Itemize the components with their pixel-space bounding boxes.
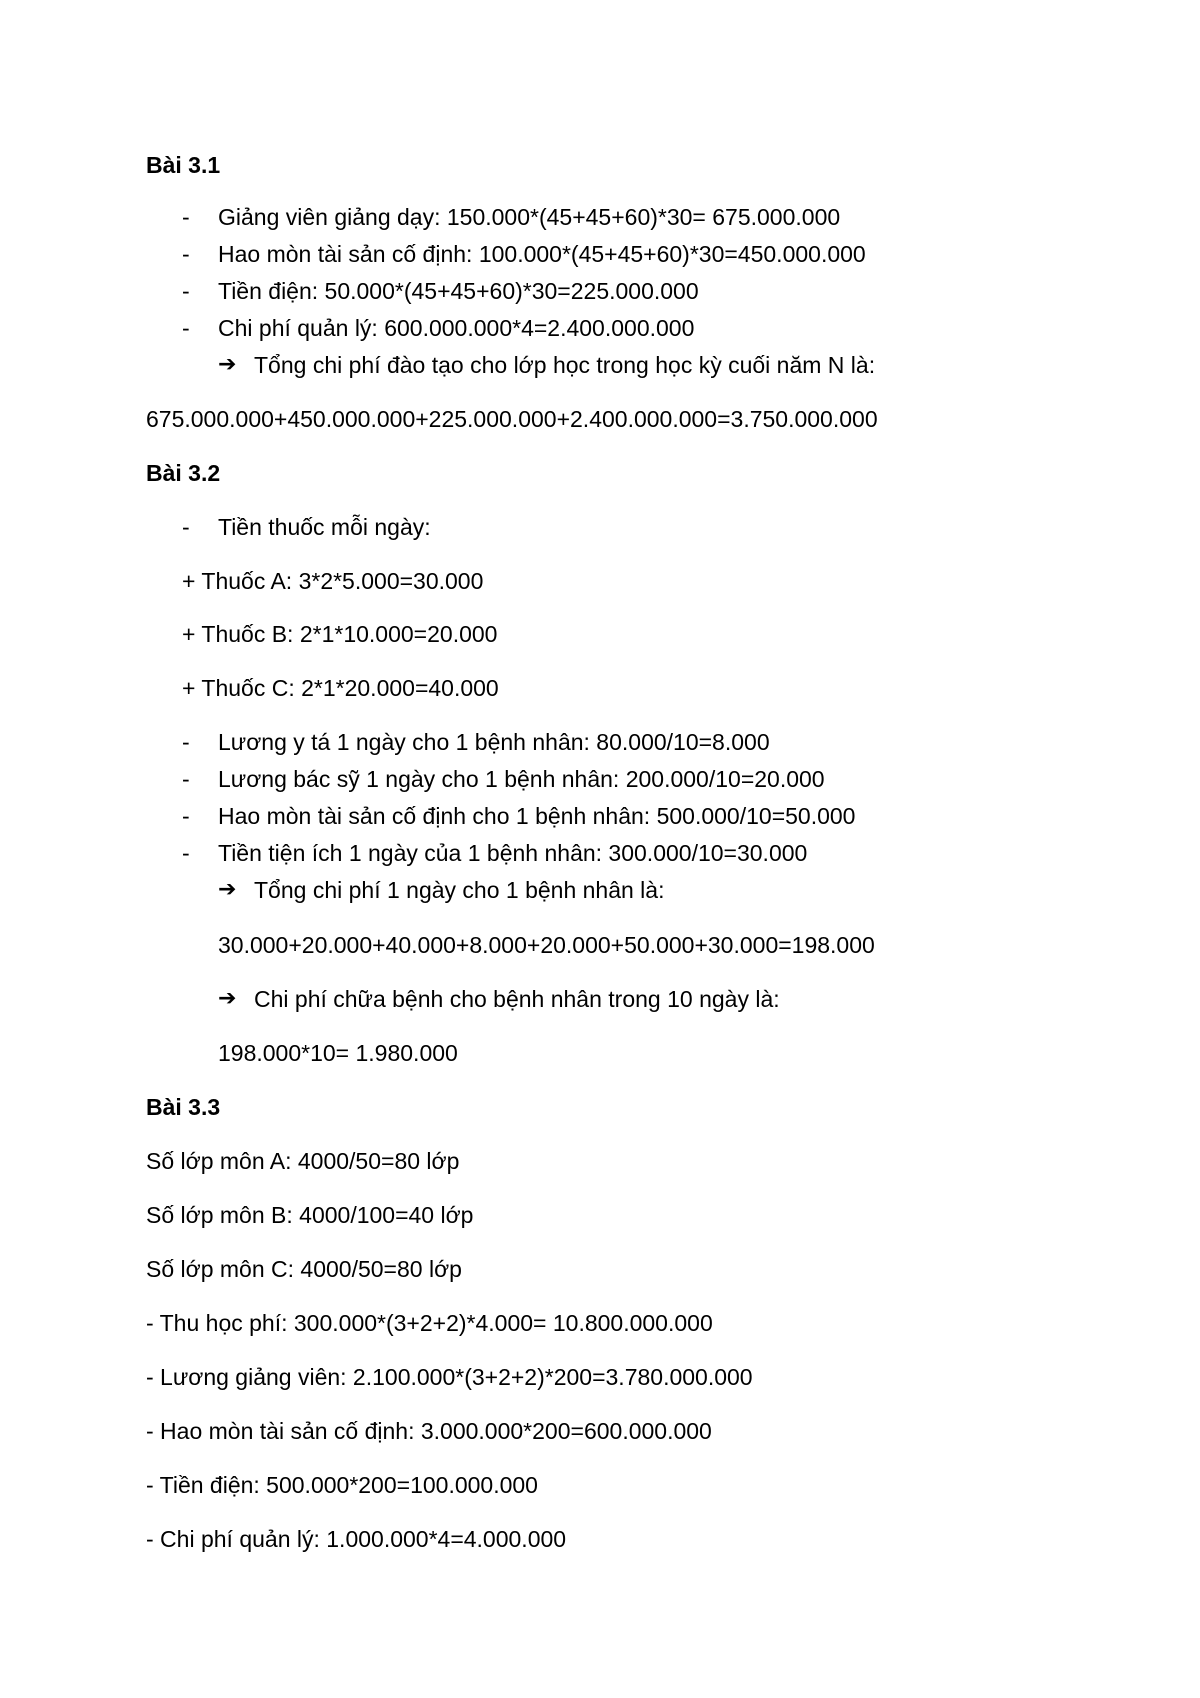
list-item-text: Tiền tiện ích 1 ngày của 1 bệnh nhân: 300.000/10=30.000 [218,840,808,866]
bullet-dash: - [182,315,190,341]
bullet-dash: - [182,766,190,792]
total-formula: 675.000.000+450.000.000+225.000.000+2.400.000.000=3.750.000.000 [146,406,878,432]
text-line: Số lớp môn A: 4000/50=80 lớp [146,1148,460,1174]
drug-c-line: + Thuốc C: 2*1*20.000=40.000 [182,675,499,701]
list-item-text: Hao mòn tài sản cố định cho 1 bệnh nhân: 500.000/10=50.000 [218,803,856,829]
text-line: - Hao mòn tài sản cố định: 3.000.000*200=600.000.000 [146,1418,712,1444]
bullet-dash: - [182,278,190,304]
list-item-text: Chi phí quản lý: 600.000.000*4=2.400.000.000 [218,315,695,341]
conclusion-text: Tổng chi phí 1 ngày cho 1 bệnh nhân là: [254,877,665,903]
heading-bai-3-3: Bài 3.3 [146,1094,221,1120]
arrow-right-icon: ➔ [218,877,237,902]
list-item-text: Hao mòn tài sản cố định: 100.000*(45+45+60)*30=450.000.000 [218,241,866,267]
drug-b-line: + Thuốc B: 2*1*10.000=20.000 [182,621,498,647]
bullet-dash: - [182,204,190,230]
bullet-dash: - [182,803,190,829]
heading-bai-3-2: Bài 3.2 [146,460,221,486]
text-line: - Lương giảng viên: 2.100.000*(3+2+2)*200=3.780.000.000 [146,1364,753,1390]
heading-bai-3-1: Bài 3.1 [146,152,221,178]
sum-formula: 30.000+20.000+40.000+8.000+20.000+50.000+30.000=198.000 [218,932,875,958]
text-line: Số lớp môn C: 4000/50=80 lớp [146,1256,462,1282]
list-item-text: Tiền điện: 50.000*(45+45+60)*30=225.000.000 [218,278,699,304]
list-item-text: Lương y tá 1 ngày cho 1 bệnh nhân: 80.000/10=8.000 [218,729,770,755]
list-item-text: Giảng viên giảng dạy: 150.000*(45+45+60)*30= 675.000.000 [218,204,841,230]
list-item-text: Tiền thuốc mỗi ngày: [218,514,431,540]
text-line: - Thu học phí: 300.000*(3+2+2)*4.000= 10.800.000.000 [146,1310,713,1336]
text-line: - Tiền điện: 500.000*200=100.000.000 [146,1472,538,1498]
text-line: - Chi phí quản lý: 1.000.000*4=4.000.000 [146,1526,567,1552]
bullet-dash: - [182,241,190,267]
list-item-text: Lương bác sỹ 1 ngày cho 1 bệnh nhân: 200.000/10=20.000 [218,766,825,792]
bullet-dash: - [182,514,190,540]
arrow-right-icon: ➔ [218,352,237,377]
drug-a-line: + Thuốc A: 3*2*5.000=30.000 [182,568,484,594]
bullet-dash: - [182,729,190,755]
text-line: Số lớp môn B: 4000/100=40 lớp [146,1202,474,1228]
bullet-dash: - [182,840,190,866]
arrow-right-icon: ➔ [218,986,237,1011]
conclusion-text: Tổng chi phí đào tạo cho lớp học trong học kỳ cuối năm N là: [254,352,876,378]
conclusion-text: Chi phí chữa bệnh cho bệnh nhân trong 10 ngày là: [254,986,780,1012]
sum-formula: 198.000*10= 1.980.000 [218,1040,458,1066]
